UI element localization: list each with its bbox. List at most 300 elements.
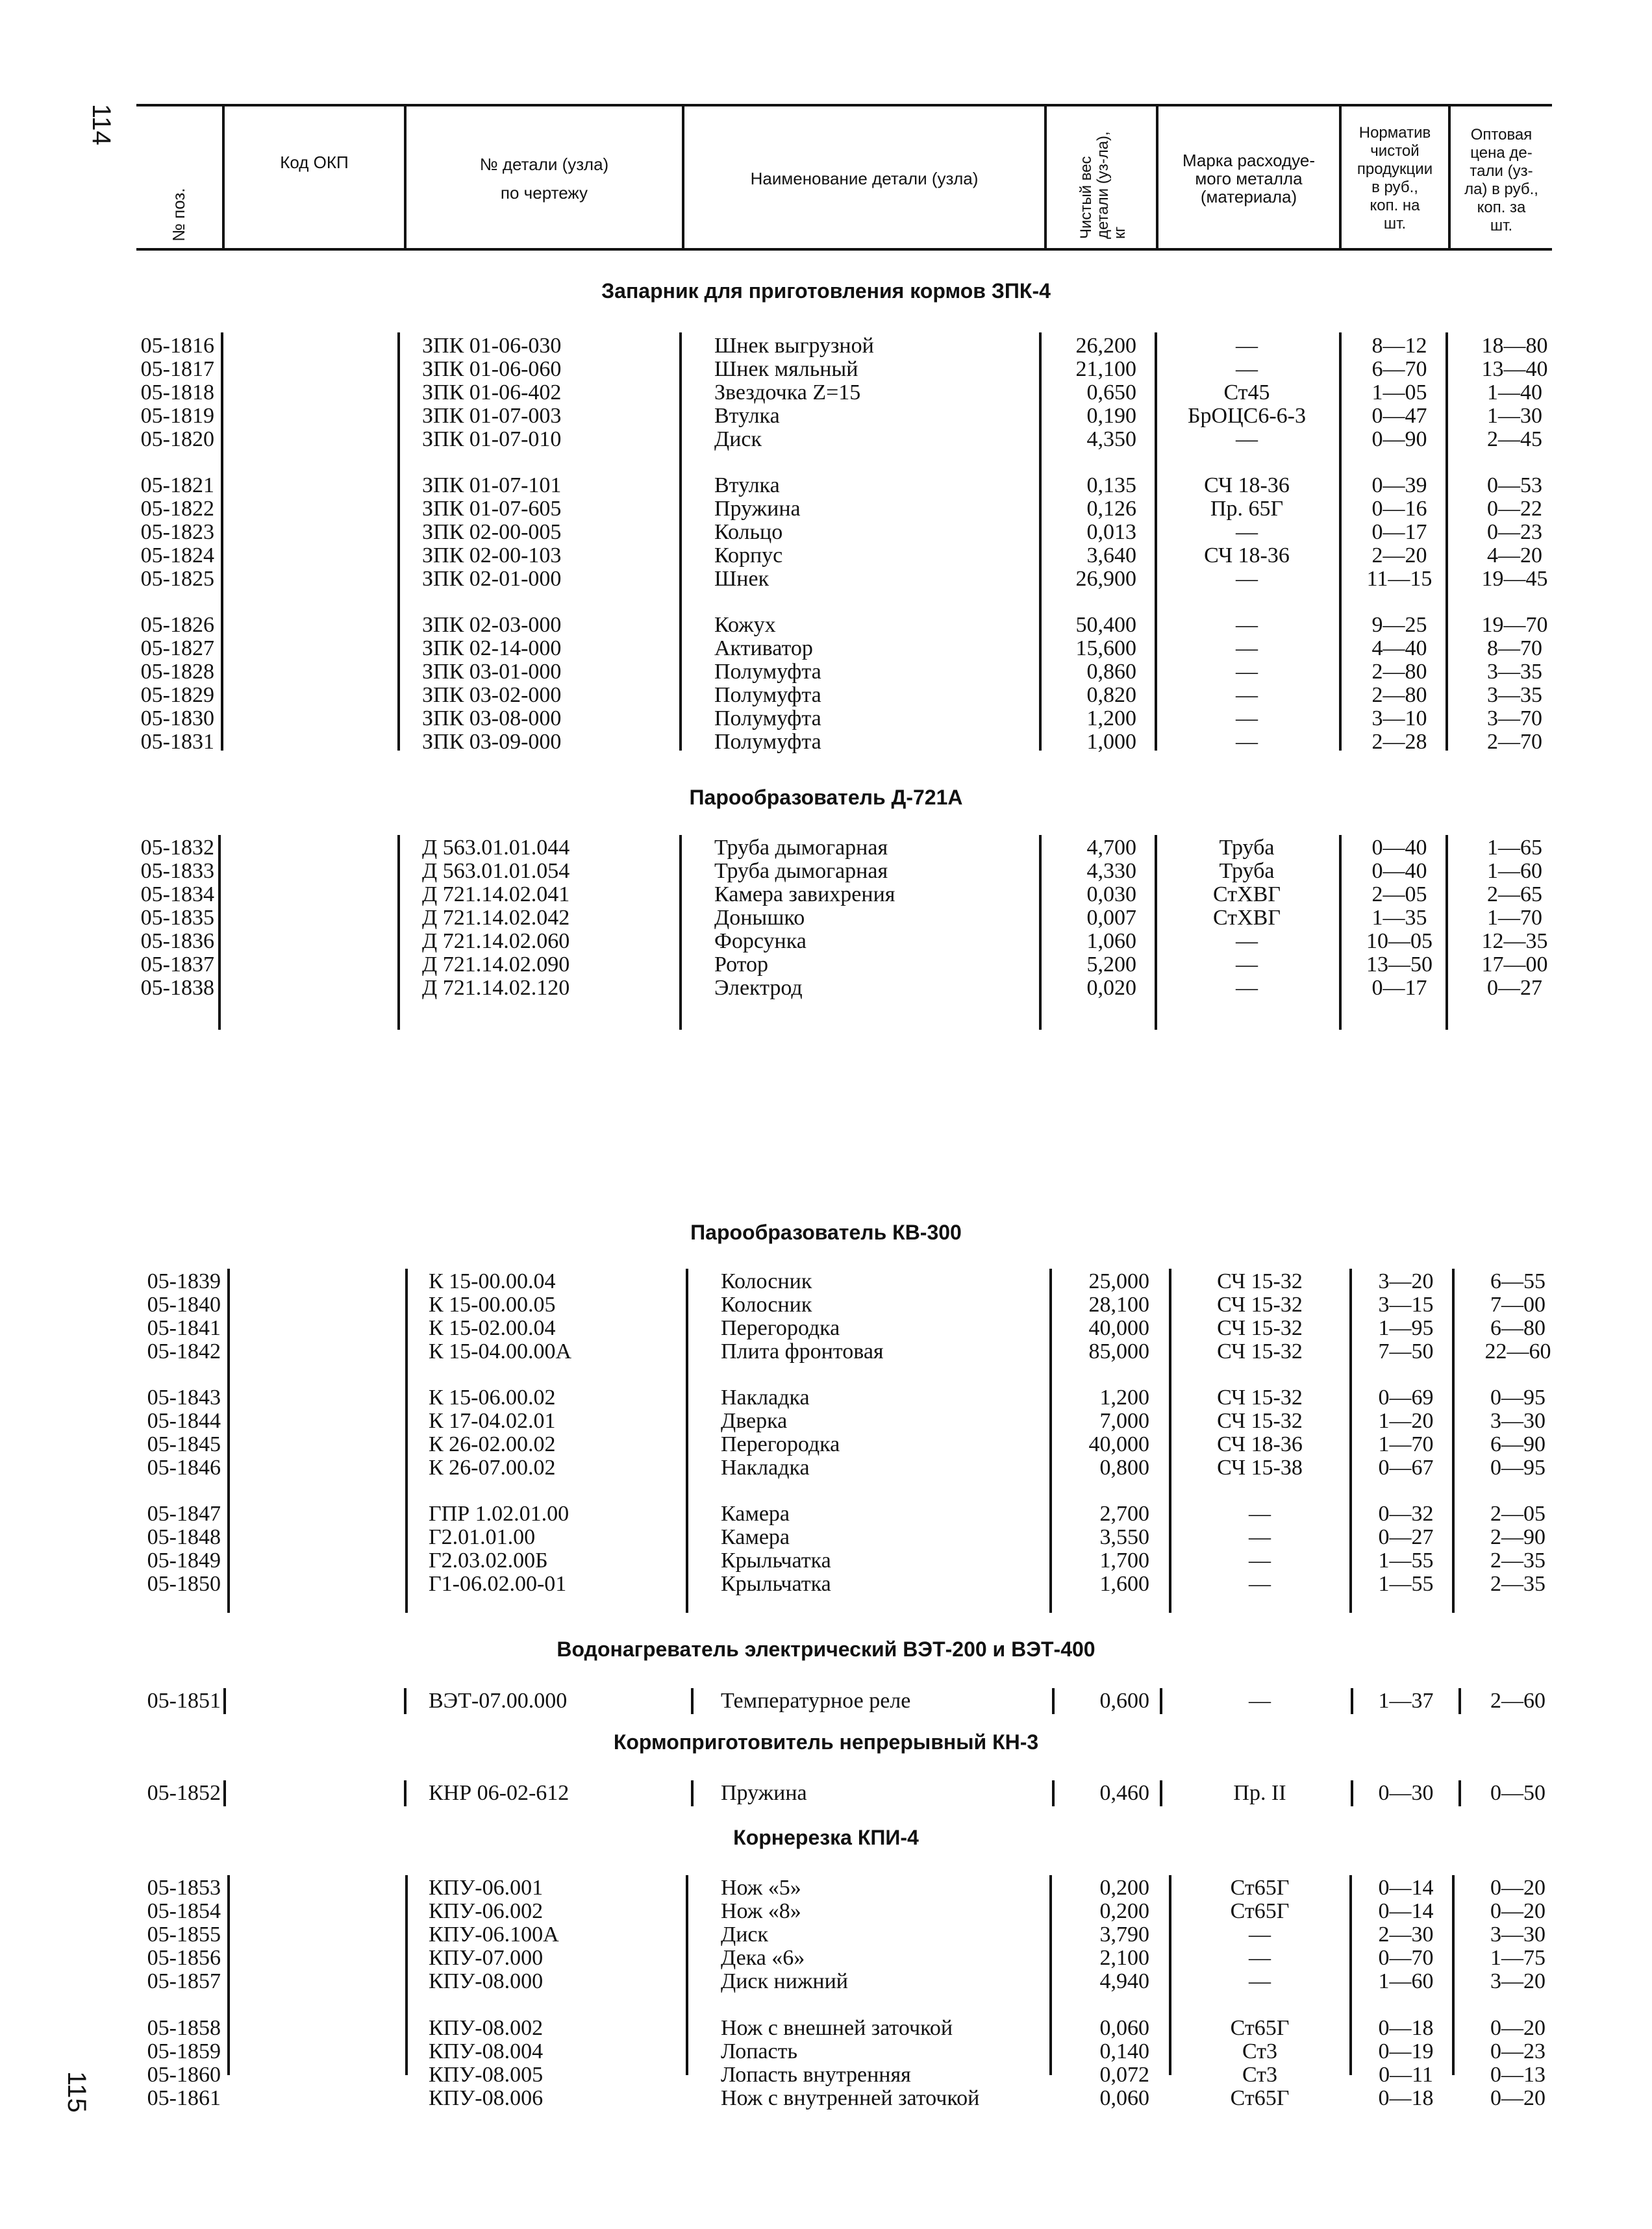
row-position: 05-1818 [140, 380, 214, 405]
row-material: СЧ 15-32 [1217, 1386, 1303, 1410]
row-part-name: Электрод [714, 976, 803, 1000]
row-position: 05-1855 [147, 1923, 221, 1947]
row-norm: 2—20 [1371, 543, 1427, 567]
row-weight: 4,940 [1099, 1969, 1149, 1993]
row-position: 05-1849 [147, 1549, 221, 1573]
row-part-name: Ротор [714, 953, 769, 977]
row-norm: 0—69 [1378, 1386, 1434, 1410]
row-drawing-number: К 17-04.02.01 [429, 1409, 556, 1433]
row-drawing-number: Д 563.01.01.044 [422, 836, 570, 860]
row-price: 2—35 [1490, 1549, 1546, 1573]
row-drawing-number: ЗПК 01-06-030 [422, 334, 562, 358]
row-position: 05-1850 [147, 1572, 221, 1596]
row-weight: 0,072 [1099, 2063, 1149, 2087]
row-drawing-number: КПУ-06.001 [429, 1876, 544, 1900]
row-material: СЧ 18-36 [1204, 473, 1290, 497]
row-material: — [1236, 976, 1258, 1000]
row-price: 22—60 [1484, 1339, 1551, 1364]
row-norm: 2—80 [1371, 683, 1427, 707]
row-norm: 2—05 [1371, 882, 1427, 906]
row-drawing-number: Г2.01.01.00 [429, 1525, 536, 1549]
row-position: 05-1851 [147, 1689, 221, 1713]
row-part-name: Активатор [714, 636, 813, 660]
row-drawing-number: КПУ-08.002 [429, 2016, 544, 2040]
row-weight: 0,030 [1086, 882, 1136, 906]
row-norm: 2—80 [1371, 660, 1427, 684]
page-number-top: 114 [87, 104, 116, 145]
row-material: Пр. 65Г [1210, 497, 1284, 521]
row-position: 05-1826 [140, 613, 214, 637]
row-position: 05-1859 [147, 2039, 221, 2063]
row-weight: 0,820 [1086, 683, 1136, 707]
row-material: СЧ 15-32 [1217, 1409, 1303, 1433]
row-position: 05-1821 [140, 473, 214, 497]
row-weight: 4,700 [1086, 836, 1136, 860]
row-weight: 3,790 [1099, 1923, 1149, 1947]
row-weight: 1,200 [1086, 706, 1136, 730]
row-price: 0—53 [1487, 473, 1542, 497]
row-drawing-number: К 15-00.00.04 [429, 1269, 556, 1293]
row-price: 3—70 [1487, 706, 1542, 730]
header-pos: № поз. [169, 188, 188, 242]
row-position: 05-1833 [140, 859, 214, 883]
row-drawing-number: КПУ-08.005 [429, 2063, 544, 2087]
row-drawing-number: Д 721.14.02.120 [422, 976, 570, 1000]
row-drawing-number: ЗПК 03-09-000 [422, 730, 562, 754]
row-material: — [1236, 953, 1258, 977]
row-norm: 0—17 [1371, 976, 1427, 1000]
row-part-name: Колосник [721, 1293, 812, 1317]
row-material: СЧ 15-38 [1217, 1456, 1303, 1480]
row-position: 05-1831 [140, 730, 214, 754]
column-rule [1155, 835, 1157, 1030]
row-weight: 0,190 [1086, 404, 1136, 428]
row-drawing-number: КПУ-07.000 [429, 1946, 544, 1970]
row-part-name: Камера [721, 1525, 790, 1549]
row-part-name: Втулка [714, 404, 780, 428]
row-weight: 2,100 [1099, 1946, 1149, 1970]
row-norm: 1—60 [1378, 1969, 1434, 1993]
row-part-name: Корпус [714, 543, 783, 567]
row-weight: 0,140 [1099, 2039, 1149, 2063]
row-norm: 1—55 [1378, 1572, 1434, 1596]
row-material: — [1236, 636, 1258, 660]
row-material: Ст65Г [1230, 2086, 1290, 2110]
row-drawing-number: КПУ-06.002 [429, 1899, 544, 1923]
row-norm: 0—30 [1378, 1781, 1434, 1805]
row-weight: 4,350 [1086, 427, 1136, 451]
row-part-name: Пружина [721, 1781, 807, 1805]
row-part-name: Шнек [714, 567, 770, 591]
row-drawing-number: ЗПК 02-00-005 [422, 520, 562, 544]
column-rule [221, 332, 223, 751]
row-weight: 40,000 [1088, 1432, 1149, 1456]
row-weight: 0,007 [1086, 906, 1136, 930]
column-rule [405, 1875, 408, 2075]
row-weight: 3,550 [1099, 1525, 1149, 1549]
row-drawing-number: К 26-07.00.02 [429, 1456, 556, 1480]
row-drawing-number: ЗПК 01-07-003 [422, 404, 562, 428]
row-material: Труба [1219, 836, 1275, 860]
row-position: 05-1848 [147, 1525, 221, 1549]
row-position: 05-1847 [147, 1502, 221, 1526]
column-rule [405, 1269, 408, 1613]
row-weight: 3,640 [1086, 543, 1136, 567]
row-weight: 0,200 [1099, 1876, 1149, 1900]
row-drawing-number: ЗПК 02-01-000 [422, 567, 562, 591]
row-material: БрОЦС6-6-3 [1188, 404, 1306, 428]
row-material: СЧ 15-32 [1217, 1339, 1303, 1364]
row-price: 0—20 [1490, 2086, 1546, 2110]
row-norm: 1—35 [1371, 906, 1427, 930]
row-part-name: Труба дымогарная [714, 859, 888, 883]
row-drawing-number: Г1-06.02.00-01 [429, 1572, 567, 1596]
row-price: 2—65 [1487, 882, 1542, 906]
row-weight: 85,000 [1088, 1339, 1149, 1364]
row-price: 0—50 [1490, 1781, 1546, 1805]
row-position: 05-1820 [140, 427, 214, 451]
row-norm: 2—30 [1378, 1923, 1434, 1947]
row-norm: 0—70 [1378, 1946, 1434, 1970]
row-price: 17—00 [1481, 953, 1548, 977]
section-title: Парообразователь Д-721А [689, 786, 963, 809]
row-price: 13—40 [1481, 357, 1548, 381]
row-price: 6—90 [1490, 1432, 1546, 1456]
row-weight: 25,000 [1088, 1269, 1149, 1293]
row-norm: 1—55 [1378, 1549, 1434, 1573]
row-part-name: Форсунка [714, 929, 807, 953]
row-norm: 13—50 [1366, 953, 1433, 977]
row-position: 05-1839 [147, 1269, 221, 1293]
row-price: 2—45 [1487, 427, 1542, 451]
column-rule [1160, 1688, 1162, 1714]
row-drawing-number: К 15-06.00.02 [429, 1386, 556, 1410]
row-price: 0—22 [1487, 497, 1542, 521]
row-norm: 1—70 [1378, 1432, 1434, 1456]
column-rule [227, 1269, 230, 1613]
row-part-name: Лопасть [721, 2039, 797, 2063]
row-price: 2—35 [1490, 1572, 1546, 1596]
row-price: 3—35 [1487, 683, 1542, 707]
row-material: — [1249, 1502, 1271, 1526]
row-part-name: Температурное реле [721, 1689, 911, 1713]
row-material: СтХВГ [1213, 882, 1281, 906]
row-weight: 0,800 [1099, 1456, 1149, 1480]
row-part-name: Нож с внешней заточкой [721, 2016, 953, 2040]
row-drawing-number: К 15-00.00.05 [429, 1293, 556, 1317]
row-material: Ст3 [1242, 2039, 1278, 2063]
row-material: — [1236, 520, 1258, 544]
row-part-name: Лопасть внутренняя [721, 2063, 911, 2087]
row-part-name: Нож «8» [721, 1899, 801, 1923]
row-weight: 5,200 [1086, 953, 1136, 977]
row-position: 05-1842 [147, 1339, 221, 1364]
row-norm: 1—37 [1378, 1689, 1434, 1713]
column-rule [404, 1688, 407, 1714]
row-part-name: Донышко [714, 906, 805, 930]
row-part-name: Дверка [721, 1409, 788, 1433]
row-price: 0—23 [1487, 520, 1542, 544]
column-rule [1160, 1780, 1162, 1806]
row-position: 05-1836 [140, 929, 214, 953]
row-position: 05-1845 [147, 1432, 221, 1456]
row-norm: 1—95 [1378, 1316, 1434, 1340]
row-part-name: Крыльчатка [721, 1572, 831, 1596]
row-drawing-number: ЗПК 01-07-605 [422, 497, 562, 521]
row-position: 05-1837 [140, 953, 214, 977]
row-drawing-number: ЗПК 01-07-101 [422, 473, 562, 497]
row-price: 6—55 [1490, 1269, 1546, 1293]
row-norm: 2—28 [1371, 730, 1427, 754]
row-price: 2—70 [1487, 730, 1542, 754]
header-okp: Код ОКП [280, 153, 349, 172]
row-price: 12—35 [1481, 929, 1548, 953]
row-material: СЧ 18-36 [1204, 543, 1290, 567]
row-norm: 0—32 [1378, 1502, 1434, 1526]
column-rule [686, 1269, 688, 1613]
row-weight: 2,700 [1099, 1502, 1149, 1526]
row-part-name: Полумуфта [714, 730, 821, 754]
row-part-name: Кольцо [714, 520, 783, 544]
row-position: 05-1846 [147, 1456, 221, 1480]
section-title: Корнерезка КПИ-4 [733, 1826, 919, 1849]
row-price: 0—27 [1487, 976, 1542, 1000]
row-price: 7—00 [1490, 1293, 1546, 1317]
row-drawing-number: ГПР 1.02.01.00 [429, 1502, 569, 1526]
row-material: СЧ 15-32 [1217, 1269, 1303, 1293]
row-weight: 0,200 [1099, 1899, 1149, 1923]
row-norm: 3—20 [1378, 1269, 1434, 1293]
row-weight: 50,400 [1075, 613, 1136, 637]
row-material: — [1249, 1946, 1271, 1970]
row-position: 05-1844 [147, 1409, 221, 1433]
row-material: — [1249, 1969, 1271, 1993]
header-part-name: Наименование детали (узла) [750, 169, 979, 188]
row-part-name: Пружина [714, 497, 801, 521]
row-weight: 0,650 [1086, 380, 1136, 405]
row-part-name: Диск нижний [721, 1969, 848, 1993]
row-price: 4—20 [1487, 543, 1542, 567]
row-price: 0—95 [1490, 1386, 1546, 1410]
row-part-name: Накладка [721, 1386, 810, 1410]
row-norm: 0—16 [1371, 497, 1427, 521]
row-material: — [1236, 683, 1258, 707]
row-price: 3—30 [1490, 1923, 1546, 1947]
row-part-name: Труба дымогарная [714, 836, 888, 860]
row-drawing-number: К 15-02.00.04 [429, 1316, 556, 1340]
row-material: СтХВГ [1213, 906, 1281, 930]
row-price: 19—45 [1481, 567, 1548, 591]
row-price: 1—30 [1487, 404, 1542, 428]
column-rule [1351, 1688, 1353, 1714]
row-position: 05-1817 [140, 357, 214, 381]
row-drawing-number: Д 721.14.02.090 [422, 953, 570, 977]
row-position: 05-1853 [147, 1876, 221, 1900]
row-material: — [1249, 1923, 1271, 1947]
row-part-name: Втулка [714, 473, 780, 497]
row-norm: 3—10 [1371, 706, 1427, 730]
row-norm: 0—90 [1371, 427, 1427, 451]
row-price: 0—23 [1490, 2039, 1546, 2063]
row-part-name: Нож «5» [721, 1876, 801, 1900]
row-norm: 9—25 [1371, 613, 1427, 637]
page-number-bottom: 115 [62, 2071, 91, 2113]
row-norm: 1—05 [1371, 380, 1427, 405]
row-price: 8—70 [1487, 636, 1542, 660]
row-material: — [1236, 660, 1258, 684]
row-norm: 0—14 [1378, 1876, 1434, 1900]
row-material: СЧ 18-36 [1217, 1432, 1303, 1456]
row-price: 1—40 [1487, 380, 1542, 405]
row-norm: 4—40 [1371, 636, 1427, 660]
row-price: 19—70 [1481, 613, 1548, 637]
row-material: — [1249, 1689, 1271, 1713]
row-position: 05-1819 [140, 404, 214, 428]
row-weight: 1,200 [1099, 1386, 1149, 1410]
row-norm: 11—15 [1366, 567, 1433, 591]
row-position: 05-1822 [140, 497, 214, 521]
row-drawing-number: КПУ-06.100А [429, 1923, 559, 1947]
header-weight: Чистый вес детали (уз-ла), кг [1077, 131, 1129, 239]
row-material: Ст65Г [1230, 1899, 1290, 1923]
row-norm: 0—19 [1378, 2039, 1434, 2063]
row-norm: 0—47 [1371, 404, 1427, 428]
row-material: — [1249, 1525, 1271, 1549]
column-rule [397, 835, 400, 1030]
row-part-name: Полумуфта [714, 683, 821, 707]
row-material: СЧ 15-32 [1217, 1293, 1303, 1317]
row-drawing-number: К 26-02.00.02 [429, 1432, 556, 1456]
row-material: — [1236, 706, 1258, 730]
row-position: 05-1825 [140, 567, 214, 591]
row-part-name: Полумуфта [714, 660, 821, 684]
row-part-name: Камера [721, 1502, 790, 1526]
section-title: Запарник для приготовления кормов ЗПК-4 [601, 279, 1051, 303]
row-drawing-number: ЗПК 01-06-060 [422, 357, 562, 381]
row-weight: 21,100 [1075, 357, 1136, 381]
row-part-name: Нож с внутренней заточкой [721, 2086, 980, 2110]
column-rule [223, 1780, 226, 1806]
row-material: — [1236, 730, 1258, 754]
row-material: — [1236, 613, 1258, 637]
row-material: — [1236, 334, 1258, 358]
column-rule [691, 1780, 694, 1806]
row-position: 05-1856 [147, 1946, 221, 1970]
row-part-name: Звездочка Z=15 [714, 380, 861, 405]
row-material: — [1236, 357, 1258, 381]
row-position: 05-1827 [140, 636, 214, 660]
row-position: 05-1832 [140, 836, 214, 860]
row-part-name: Диск [721, 1923, 768, 1947]
row-position: 05-1823 [140, 520, 214, 544]
row-material: Ст3 [1242, 2063, 1278, 2087]
row-price: 2—60 [1490, 1689, 1546, 1713]
row-position: 05-1830 [140, 706, 214, 730]
column-rule [404, 1780, 407, 1806]
row-weight: 0,060 [1099, 2016, 1149, 2040]
row-norm: 8—12 [1371, 334, 1427, 358]
column-rule [686, 1875, 688, 2075]
row-norm: 0—18 [1378, 2016, 1434, 2040]
column-rule [691, 1688, 694, 1714]
row-price: 18—80 [1481, 334, 1548, 358]
row-weight: 28,100 [1088, 1293, 1149, 1317]
row-material: — [1236, 929, 1258, 953]
row-drawing-number: Д 721.14.02.060 [422, 929, 570, 953]
row-norm: 0—17 [1371, 520, 1427, 544]
row-price: 1—65 [1487, 836, 1542, 860]
row-part-name: Шнек мяльный [714, 357, 858, 381]
row-norm: 0—40 [1371, 836, 1427, 860]
row-norm: 0—18 [1378, 2086, 1434, 2110]
row-drawing-number: КНР 06-02-612 [429, 1781, 569, 1805]
row-price: 3—35 [1487, 660, 1542, 684]
row-position: 05-1829 [140, 683, 214, 707]
row-norm: 7—50 [1378, 1339, 1434, 1364]
row-drawing-number: Д 721.14.02.041 [422, 882, 570, 906]
row-weight: 0,135 [1086, 473, 1136, 497]
row-weight: 26,200 [1075, 334, 1136, 358]
row-weight: 0,860 [1086, 660, 1136, 684]
row-position: 05-1835 [140, 906, 214, 930]
row-drawing-number: КПУ-08.006 [429, 2086, 544, 2110]
row-drawing-number: ЗПК 02-00-103 [422, 543, 562, 567]
row-material: Пр. II [1233, 1781, 1286, 1805]
row-part-name: Перегородка [721, 1432, 840, 1456]
row-norm: 0—14 [1378, 1899, 1434, 1923]
row-norm: 0—67 [1378, 1456, 1434, 1480]
row-norm: 0—27 [1378, 1525, 1434, 1549]
row-price: 0—20 [1490, 1876, 1546, 1900]
row-weight: 40,000 [1088, 1316, 1149, 1340]
row-part-name: Крыльчатка [721, 1549, 831, 1573]
header-drawing-number: № детали (узла) по чертежу [479, 155, 609, 203]
row-position: 05-1854 [147, 1899, 221, 1923]
row-drawing-number: КПУ-08.004 [429, 2039, 544, 2063]
row-material: СЧ 15-32 [1217, 1316, 1303, 1340]
row-norm: 1—20 [1378, 1409, 1434, 1433]
row-drawing-number: ЗПК 02-14-000 [422, 636, 562, 660]
row-material: — [1236, 567, 1258, 591]
header-price: Оптовая цена де- тали (уз- ла) в руб., коп. за шт. [1464, 125, 1538, 234]
row-part-name: Камера завихрения [714, 882, 895, 906]
row-material: Ст65Г [1230, 1876, 1290, 1900]
row-weight: 26,900 [1075, 567, 1136, 591]
row-price: 1—70 [1487, 906, 1542, 930]
column-rule [679, 835, 682, 1030]
row-part-name: Кожух [714, 613, 776, 637]
row-material: — [1249, 1572, 1271, 1596]
row-weight: 0,020 [1086, 976, 1136, 1000]
row-part-name: Диск [714, 427, 762, 451]
row-part-name: Дека «6» [721, 1946, 805, 1970]
row-price: 3—20 [1490, 1969, 1546, 1993]
row-price: 0—20 [1490, 2016, 1546, 2040]
column-rule [397, 332, 400, 751]
header-norm: Норматив чистой продукции в руб., коп. на шт. [1357, 124, 1433, 232]
row-position: 05-1834 [140, 882, 214, 906]
section-title: Водонагреватель электрический ВЭТ-200 и ВЭТ-400 [557, 1638, 1095, 1661]
row-part-name: Накладка [721, 1456, 810, 1480]
column-rule [227, 1875, 230, 2075]
section-title: Кормоприготовитель непрерывный КН-3 [613, 1730, 1039, 1754]
row-weight: 0,126 [1086, 497, 1136, 521]
row-weight: 0,460 [1099, 1781, 1149, 1805]
row-weight: 15,600 [1075, 636, 1136, 660]
row-position: 05-1840 [147, 1293, 221, 1317]
row-drawing-number: К 15-04.00.00А [429, 1339, 572, 1364]
row-price: 3—30 [1490, 1409, 1546, 1433]
